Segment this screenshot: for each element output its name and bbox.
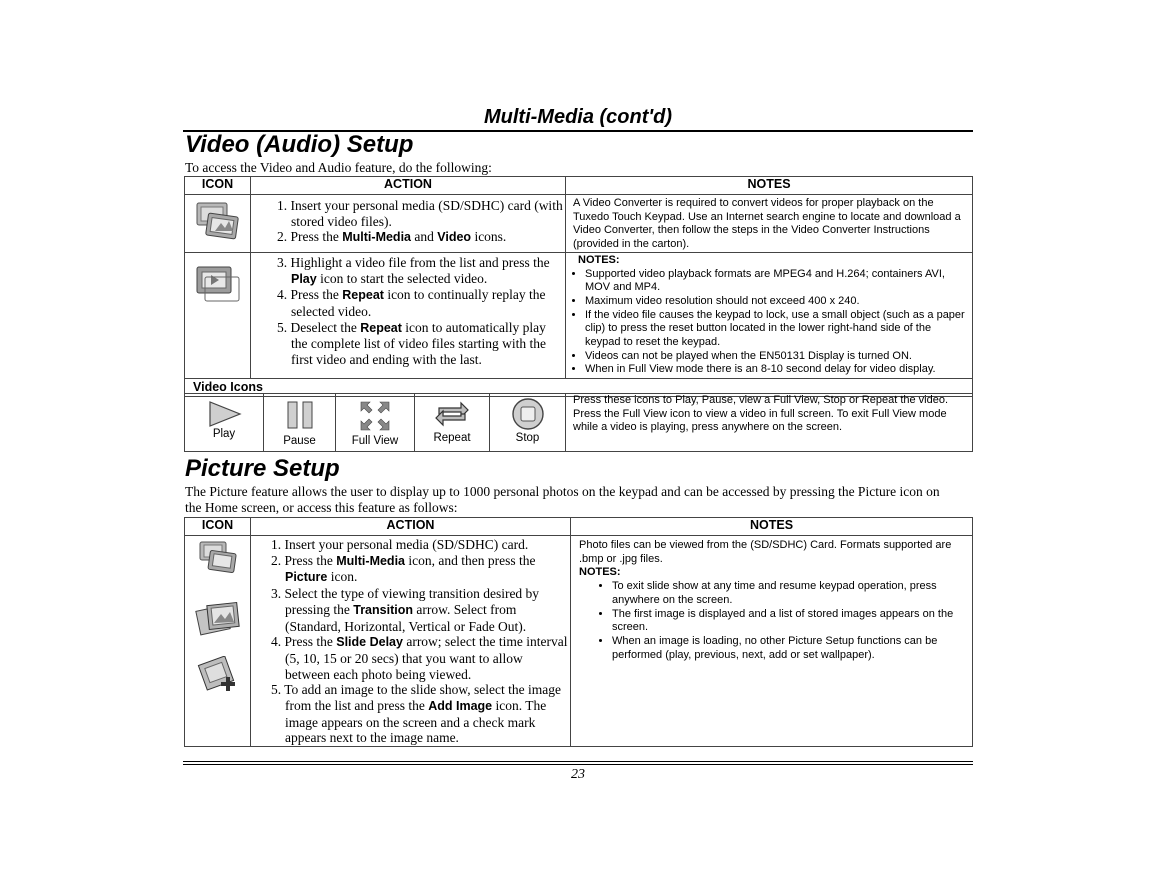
picture-setup-title: Picture Setup (185, 455, 340, 482)
video-film-icon (195, 201, 241, 241)
picture-step-5: 5. To add an image to the slide show, select the image from the list and press the Add Image icon. The image appears on the screen and a check mark appears next to the image name. (271, 682, 561, 746)
video-note-item: • Supported video playback formats are MPEG4 and H.264; containers AVI, MOV and MP4. (585, 268, 966, 295)
picture-note-intro: Photo files can be viewed from the (SD/SDHC) Card. Formats supported are .bmp or .jpg files. (579, 539, 952, 565)
pause-label: Pause (283, 435, 316, 447)
add-image-icon (197, 656, 239, 696)
stop-label: Stop (515, 432, 540, 444)
picture-notes (571, 536, 973, 747)
video-notes-heading: NOTES: (578, 253, 620, 266)
video-icons-note-1: Press these icons to Play, Pause, view a Full View, Stop or Repeat the video. (573, 394, 949, 406)
picture-step-3: 3. Select the type of viewing transition desired by pressing the Transition arrow. Select from (Standard, Horizontal, Vertical or Fade Out). (271, 586, 540, 634)
picture-step-2: 2. Press the Multi-Media icon, and then press the Picture icon. (271, 552, 536, 585)
video-actions-1 (251, 195, 566, 253)
play-icon (204, 400, 244, 428)
video-step-1: 1. Insert your personal media (SD/SDHC) card (with stored video files). (277, 198, 563, 229)
column-header-icon: ICON (185, 177, 251, 195)
video-icon-play[interactable] (185, 394, 264, 452)
video-icon-repeat[interactable] (415, 394, 490, 452)
video-icons-table (184, 393, 973, 452)
picture-note-item: • The first image is displayed and a list of stored images appears on the screen. (612, 608, 964, 635)
page-number: 23 (571, 767, 585, 782)
picture-step-1: 1. Insert your personal media (SD/SDHC) card. (271, 537, 529, 552)
video-actions-2 (251, 252, 566, 378)
picture-icon (194, 598, 242, 638)
repeat-icon (433, 398, 471, 430)
picture-notes-heading: NOTES: (579, 566, 621, 579)
picture-note-item: • To exit slide show at any time and resume keypad operation, press anywhere on the screen. (612, 580, 964, 607)
page-header-title: Multi-Media (cont'd) (483, 106, 673, 128)
video-icon-cell-2 (185, 252, 251, 378)
picture-header-notes: NOTES (571, 518, 973, 536)
picture-setup-intro: The Picture feature allows the user to display up to 1000 personal photos on the keypad and can be accessed by pressing the Picture icon on the Home screen, or access this feature as follows: (185, 484, 940, 515)
picture-header-action: ACTION (251, 518, 571, 536)
video-icon-pause[interactable] (264, 394, 336, 452)
video-icon-cell (185, 195, 251, 253)
picture-note-item: • When an image is loading, no other Picture Setup functions can be performed (play, previous, next, add or set wallpaper). (612, 635, 964, 662)
video-step-3: 3. Highlight a video file from the list and press the Play icon to start the selected video. (277, 254, 550, 286)
video-notes-2 (566, 252, 973, 378)
picture-header-icon: ICON (185, 518, 251, 536)
video-icons-notes (566, 394, 973, 452)
video-note-1: A Video Converter is required to convert videos for proper playback on the Tuxedo Touch Keypad. Use an Internet search engine to locate and download a Video Converter, then follow the steps in the Video Converter Instructions (provided in the carton). (566, 195, 973, 253)
video-icon-stop[interactable] (490, 394, 566, 452)
video-note-item: • Videos can not be played when the EN50131 Display is turned ON. (585, 350, 966, 364)
full-view-label: Full View (351, 435, 399, 447)
video-note-item: • Maximum video resolution should not exceed 400 x 240. (585, 295, 966, 309)
video-setup-table (184, 176, 973, 397)
footer-rule (183, 761, 973, 762)
video-icons-heading: Video Icons (185, 378, 973, 396)
video-setup-title: Video (Audio) Setup (185, 131, 414, 158)
multi-media-icon (198, 540, 238, 574)
column-header-notes: NOTES (566, 177, 973, 195)
full-view-icon (358, 399, 392, 433)
picture-setup-table (184, 517, 973, 747)
repeat-label: Repeat (433, 432, 471, 444)
video-icons-note-2: Press the Full View icon to view a video in full screen. To exit Full View mode while a video is playing, press anywhere on the screen. (573, 407, 947, 434)
video-note-item: • If the video file causes the keypad to lock, use a small object (such as a paper clip) to press the reset button located in the lower right-hand side of the keypad to reset the keypad. (585, 309, 966, 350)
video-setup-intro: To access the Video and Audio feature, do the following: (185, 160, 492, 175)
column-header-action: ACTION (251, 177, 566, 195)
stop-icon (511, 397, 545, 431)
picture-icons-cell (185, 536, 251, 747)
footer-rule (183, 764, 973, 765)
video-note-item: • When in Full View mode there is an 8-10 second delay for video display. (585, 363, 966, 377)
video-player-icon (195, 263, 241, 303)
play-label: Play (212, 428, 236, 440)
video-icon-full-view[interactable] (336, 394, 415, 452)
video-step-5: 5. Deselect the Repeat icon to automatically play the complete list of video files starting with the first video and ending with the last. (277, 319, 546, 368)
picture-step-4: 4. Press the Slide Delay arrow; select the time interval (5, 10, 15 or 20 secs) that you want to allow between each photo being viewed. (271, 634, 568, 682)
video-step-2: 2. Press the Multi-Media and Video icons. (277, 229, 507, 245)
video-step-4: 4. Press the Repeat icon to continually replay the selected video. (277, 287, 546, 319)
pause-icon (285, 400, 315, 430)
picture-actions (251, 536, 571, 747)
